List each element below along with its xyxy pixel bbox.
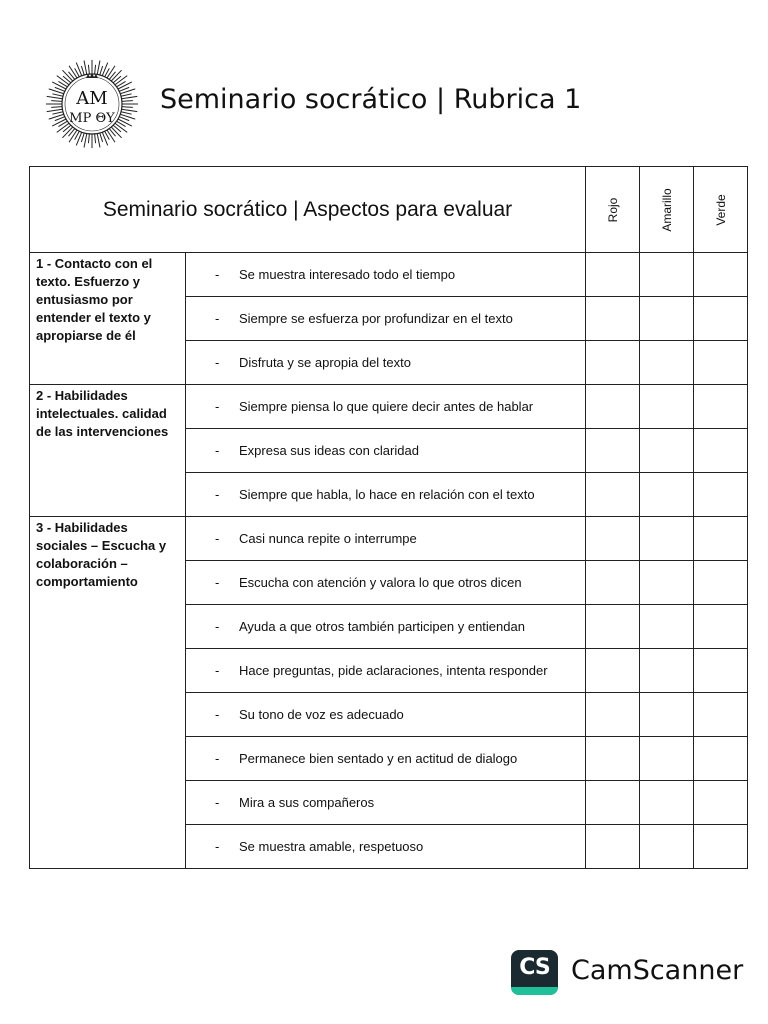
rubric-item bbox=[186, 517, 586, 561]
rubric-item bbox=[186, 605, 586, 649]
item-bullet: - bbox=[215, 443, 220, 458]
rubric-item bbox=[186, 341, 586, 385]
item-text: Siempre se esfuerza por profundizar en el texto bbox=[239, 311, 513, 326]
item-bullet: - bbox=[215, 575, 220, 590]
mark-cell-amarillo[interactable] bbox=[640, 737, 694, 781]
rubric-item bbox=[186, 649, 586, 693]
mark-cell-amarillo[interactable] bbox=[640, 385, 694, 429]
mark-cell-rojo[interactable] bbox=[586, 385, 640, 429]
mark-cell-amarillo[interactable] bbox=[640, 429, 694, 473]
mark-cell-rojo[interactable] bbox=[586, 737, 640, 781]
mark-cell-verde[interactable] bbox=[694, 561, 748, 605]
item-text: Casi nunca repite o interrumpe bbox=[239, 531, 417, 546]
mark-cell-rojo[interactable] bbox=[586, 781, 640, 825]
rubric-item bbox=[186, 737, 586, 781]
mark-cell-rojo[interactable] bbox=[586, 429, 640, 473]
rubric-item bbox=[186, 253, 586, 297]
criterion-1: 1 - Contacto con el texto. Esfuerzo y entusiasmo por entender el texto y apropiarse de él bbox=[30, 253, 186, 385]
rubric-item bbox=[186, 429, 586, 473]
mark-cell-verde[interactable] bbox=[694, 297, 748, 341]
mark-cell-verde[interactable] bbox=[694, 253, 748, 297]
mark-cell-amarillo[interactable] bbox=[640, 605, 694, 649]
rubric-item bbox=[186, 825, 586, 869]
seal-monogram-top: AM bbox=[76, 88, 108, 109]
camscanner-logo bbox=[511, 950, 558, 995]
column-header-amarillo: Amarillo bbox=[640, 167, 694, 253]
rubric-item bbox=[186, 473, 586, 517]
item-bullet: - bbox=[215, 839, 220, 854]
mark-cell-amarillo[interactable] bbox=[640, 561, 694, 605]
item-text: Permanece bien sentado y en actitud de dialogo bbox=[239, 751, 518, 766]
mark-cell-rojo[interactable] bbox=[586, 473, 640, 517]
item-bullet: - bbox=[215, 531, 220, 546]
item-bullet: - bbox=[215, 267, 220, 282]
item-bullet: - bbox=[215, 663, 220, 678]
mark-cell-verde[interactable] bbox=[694, 693, 748, 737]
rubric-header-row bbox=[30, 167, 748, 253]
mark-cell-verde[interactable] bbox=[694, 649, 748, 693]
item-text: Siempre piensa lo que quiere decir antes de hablar bbox=[239, 399, 534, 414]
rubric-row bbox=[30, 253, 748, 297]
rubric-table bbox=[29, 166, 748, 869]
mark-cell-rojo[interactable] bbox=[586, 561, 640, 605]
mark-cell-verde[interactable] bbox=[694, 605, 748, 649]
rubric-item bbox=[186, 693, 586, 737]
item-text: Escucha con atención y valora lo que otros dicen bbox=[239, 575, 522, 590]
mark-cell-verde[interactable] bbox=[694, 473, 748, 517]
item-bullet: - bbox=[215, 311, 220, 326]
item-bullet: - bbox=[215, 619, 220, 634]
mark-cell-verde[interactable] bbox=[694, 781, 748, 825]
mark-cell-verde[interactable] bbox=[694, 737, 748, 781]
mark-cell-rojo[interactable] bbox=[586, 517, 640, 561]
rubric-item bbox=[186, 385, 586, 429]
item-text: Se muestra amable, respetuoso bbox=[239, 839, 424, 854]
rubric-item bbox=[186, 781, 586, 825]
mark-cell-amarillo[interactable] bbox=[640, 517, 694, 561]
mark-cell-verde[interactable] bbox=[694, 825, 748, 869]
item-text: Ayuda a que otros también participen y entiendan bbox=[239, 619, 525, 634]
item-bullet: - bbox=[215, 487, 220, 502]
rubric-item bbox=[186, 561, 586, 605]
mark-cell-rojo[interactable] bbox=[586, 341, 640, 385]
item-text: Disfruta y se apropia del texto bbox=[239, 355, 411, 370]
mark-cell-amarillo[interactable] bbox=[640, 341, 694, 385]
mark-cell-rojo[interactable] bbox=[586, 693, 640, 737]
item-text: Expresa sus ideas con claridad bbox=[239, 443, 419, 458]
item-bullet: - bbox=[215, 399, 220, 414]
item-bullet: - bbox=[215, 795, 220, 810]
mark-cell-verde[interactable] bbox=[694, 341, 748, 385]
rubric-row bbox=[30, 517, 748, 561]
school-seal-logo bbox=[44, 58, 140, 150]
item-text: Mira a sus compañeros bbox=[239, 795, 375, 810]
item-text: Su tono de voz es adecuado bbox=[239, 707, 404, 722]
item-bullet: - bbox=[215, 355, 220, 370]
item-text: Hace preguntas, pide aclaraciones, intenta responder bbox=[239, 663, 548, 678]
mark-cell-rojo[interactable] bbox=[586, 253, 640, 297]
mark-cell-verde[interactable] bbox=[694, 385, 748, 429]
mark-cell-amarillo[interactable] bbox=[640, 253, 694, 297]
rubric-row bbox=[30, 385, 748, 429]
mark-cell-amarillo[interactable] bbox=[640, 825, 694, 869]
page-title: Seminario socrático | Rubrica 1 bbox=[160, 84, 582, 115]
mark-cell-verde[interactable] bbox=[694, 429, 748, 473]
column-header-verde: Verde bbox=[694, 167, 748, 253]
criterion-2: 2 - Habilidades intelectuales. calidad de las intervenciones bbox=[30, 385, 186, 517]
mark-cell-amarillo[interactable] bbox=[640, 473, 694, 517]
seal-monogram-bottom: MP ΘY bbox=[69, 111, 115, 126]
mark-cell-rojo[interactable] bbox=[586, 649, 640, 693]
mark-cell-verde[interactable] bbox=[694, 517, 748, 561]
item-bullet: - bbox=[215, 707, 220, 722]
mark-cell-amarillo[interactable] bbox=[640, 781, 694, 825]
camscanner-wordmark: CamScanner bbox=[571, 955, 744, 986]
mark-cell-rojo[interactable] bbox=[586, 605, 640, 649]
item-text: Se muestra interesado todo el tiempo bbox=[239, 267, 456, 282]
rubric-item bbox=[186, 297, 586, 341]
camscanner-badge-text: CS bbox=[519, 955, 550, 980]
mark-cell-amarillo[interactable] bbox=[640, 649, 694, 693]
mark-cell-rojo[interactable] bbox=[586, 297, 640, 341]
criterion-3: 3 - Habilidades sociales – Escucha y colaboración – comportamiento bbox=[30, 517, 186, 869]
item-text: Siempre que habla, lo hace en relación con el texto bbox=[239, 487, 535, 502]
mark-cell-amarillo[interactable] bbox=[640, 297, 694, 341]
item-bullet: - bbox=[215, 751, 220, 766]
rubric-heading: Seminario socrático | Aspectos para evaluar bbox=[30, 167, 586, 253]
mark-cell-rojo[interactable] bbox=[586, 825, 640, 869]
mark-cell-amarillo[interactable] bbox=[640, 693, 694, 737]
column-header-rojo: Rojo bbox=[586, 167, 640, 253]
